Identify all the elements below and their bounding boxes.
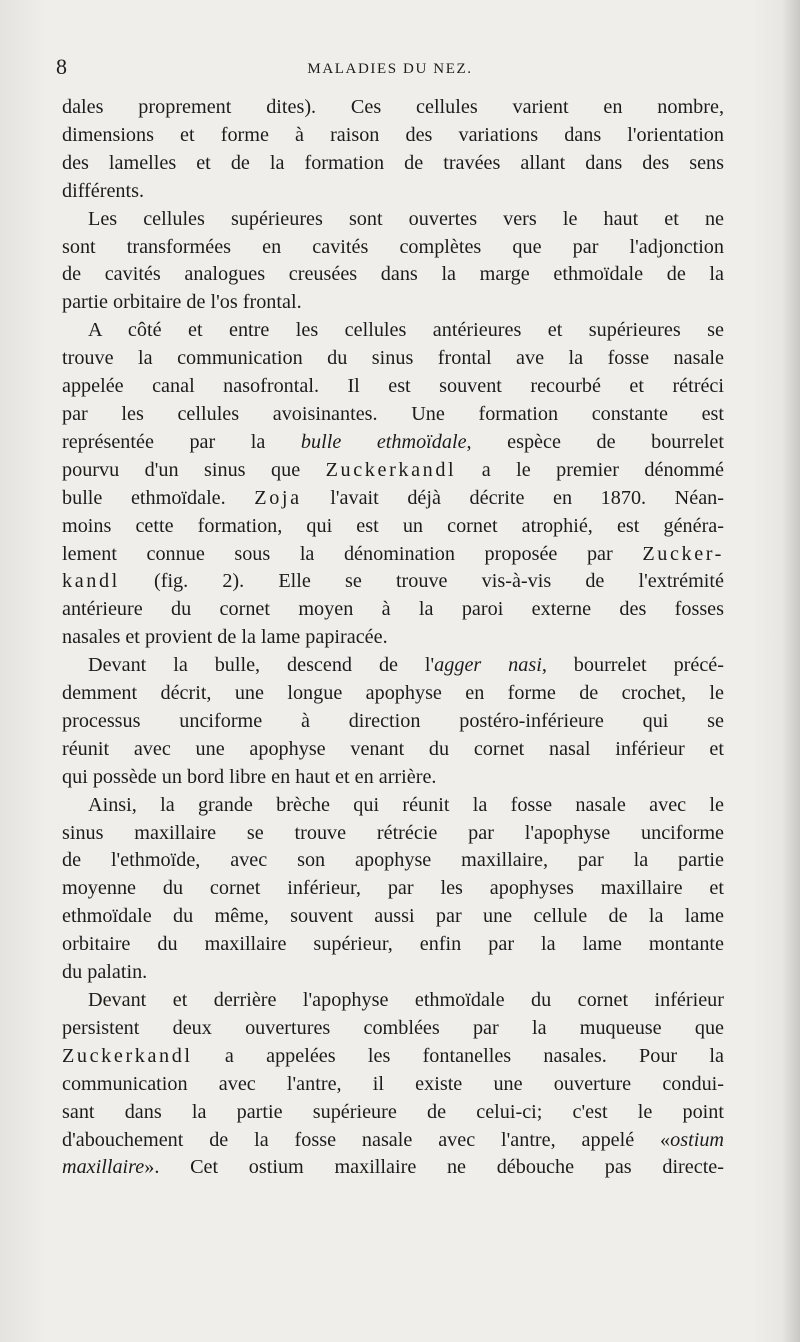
paragraph — [62, 792, 724, 987]
text-run: a appelées les fontanelles nasales. Pour la — [192, 1044, 724, 1067]
text-line — [62, 568, 724, 596]
text-line: antérieure du cornet moyen à la paroi externe des fosses — [62, 598, 724, 621]
body-text — [62, 94, 724, 1182]
text-line: qui possède un bord libre en haut et en arrière. — [62, 765, 437, 788]
text-line: sont transformées en cavités complètes que par l'adjonction — [62, 235, 724, 258]
text-run: pourvu d'un sinus que — [62, 458, 326, 481]
text-run: ». Cet ostium maxillaire ne débouche pas directe- — [144, 1156, 724, 1179]
paragraph — [62, 206, 724, 318]
text-line: A côté et entre les cellules antérieures et supérieures se — [88, 319, 724, 342]
page-edge-shadow — [782, 0, 800, 1342]
text-run: , bourrelet précé- — [541, 654, 724, 677]
text-line: ethmoïdale du même, souvent aussi par une cellule de la lame — [62, 905, 724, 928]
running-head: MALADIES DU NEZ. — [307, 61, 473, 77]
text-line: dimensions et forme à raison des variations dans l'orientation — [62, 123, 724, 146]
text-line: sant dans la partie supérieure de celui-ci; c'est le point — [62, 1100, 724, 1123]
text-run: bulle ethmoïdale. — [62, 486, 255, 509]
text-line: partie orbitaire de l'os frontal. — [62, 291, 302, 314]
text-run: d'abouchement de la fosse nasale avec l'antre, appelé « — [62, 1128, 671, 1151]
text-line — [62, 485, 724, 513]
text-line — [62, 1043, 724, 1071]
text-line: orbitaire du maxillaire supérieur, enfin par la lame montante — [62, 933, 724, 956]
text-line: processus unciforme à direction postéro-inférieure qui se — [62, 709, 724, 732]
text-line: moins cette formation, qui est un cornet atrophié, est généra- — [62, 514, 724, 537]
italic-term: maxillaire — [62, 1156, 145, 1179]
paragraph — [62, 652, 724, 792]
paragraph — [62, 317, 724, 652]
text-run: représentée par la — [62, 430, 301, 453]
paragraph — [62, 94, 724, 206]
text-line — [62, 1127, 724, 1155]
text-line: Les cellules supérieures sont ouvertes vers le haut et ne — [88, 207, 724, 230]
text-line: persistent deux ouvertures comblées par la muqueuse que — [62, 1016, 724, 1039]
text-line — [62, 429, 724, 457]
italic-term: ostium — [670, 1128, 724, 1151]
text-line: demment décrit, une longue apophyse en forme de crochet, le — [62, 682, 724, 705]
text-line: du palatin. — [62, 961, 148, 984]
page-header — [54, 52, 726, 82]
text-line: Devant et derrière l'apophyse ethmoïdale du cornet inférieur — [88, 989, 724, 1011]
paragraph — [62, 987, 724, 1182]
italic-term: bulle ethmoïdale — [300, 430, 467, 453]
author-name: Zucker- — [642, 542, 724, 565]
text-line: nasales et provient de la lame papiracée. — [62, 626, 388, 649]
text-line: par les cellules avoisinantes. Une formation constante est — [62, 402, 724, 425]
text-line: des lamelles et de la formation de travées allant dans des sens — [62, 151, 724, 174]
text-line: dales proprement dites). Ces cellules varient en nombre, — [62, 96, 724, 118]
text-line: moyenne du cornet inférieur, par les apophyses maxillaire et — [62, 877, 724, 900]
text-run: a le premier dénommé — [456, 458, 724, 481]
text-line: différents. — [62, 179, 145, 202]
text-line: communication avec l'antre, il existe une ouverture condui- — [62, 1072, 724, 1095]
text-line — [62, 457, 724, 485]
page-number: 8 — [56, 54, 67, 79]
text-line: réunit avec une apophyse venant du cornet nasal inférieur et — [62, 737, 724, 760]
text-run: l'avait déjà décrite en 1870. Néan- — [301, 486, 724, 509]
text-line: Ainsi, la grande brèche qui réunit la fosse nasale avec le — [88, 793, 724, 816]
text-run: Devant la bulle, descend de l' — [88, 654, 435, 677]
text-run: (fig. 2). Elle se trouve vis-à-vis de l'extrémité — [119, 570, 724, 593]
author-name: kandl — [62, 570, 120, 593]
text-line: de l'ethmoïde, avec son apophyse maxillaire, par la partie — [62, 849, 724, 872]
text-line — [62, 652, 724, 680]
text-line: sinus maxillaire se trouve rétrécie par l'apophyse unciforme — [62, 821, 724, 844]
author-name: Zoja — [254, 486, 302, 509]
text-run: lement connue sous la dénomination proposée par — [62, 542, 643, 565]
italic-term: agger nasi — [434, 654, 542, 677]
text-line — [62, 541, 724, 569]
text-line: de cavités analogues creusées dans la marge ethmoïdale de la — [62, 263, 724, 286]
text-line — [62, 1154, 724, 1182]
author-name: Zuckerkandl — [62, 1044, 193, 1067]
text-line: trouve la communication du sinus frontal ave la fosse nasale — [62, 347, 724, 370]
text-run: , espèce de bourrelet — [466, 430, 724, 453]
text-line: appelée canal nasofrontal. Il est souvent recourbé et rétréci — [62, 375, 724, 398]
author-name: Zuckerkandl — [325, 458, 457, 481]
